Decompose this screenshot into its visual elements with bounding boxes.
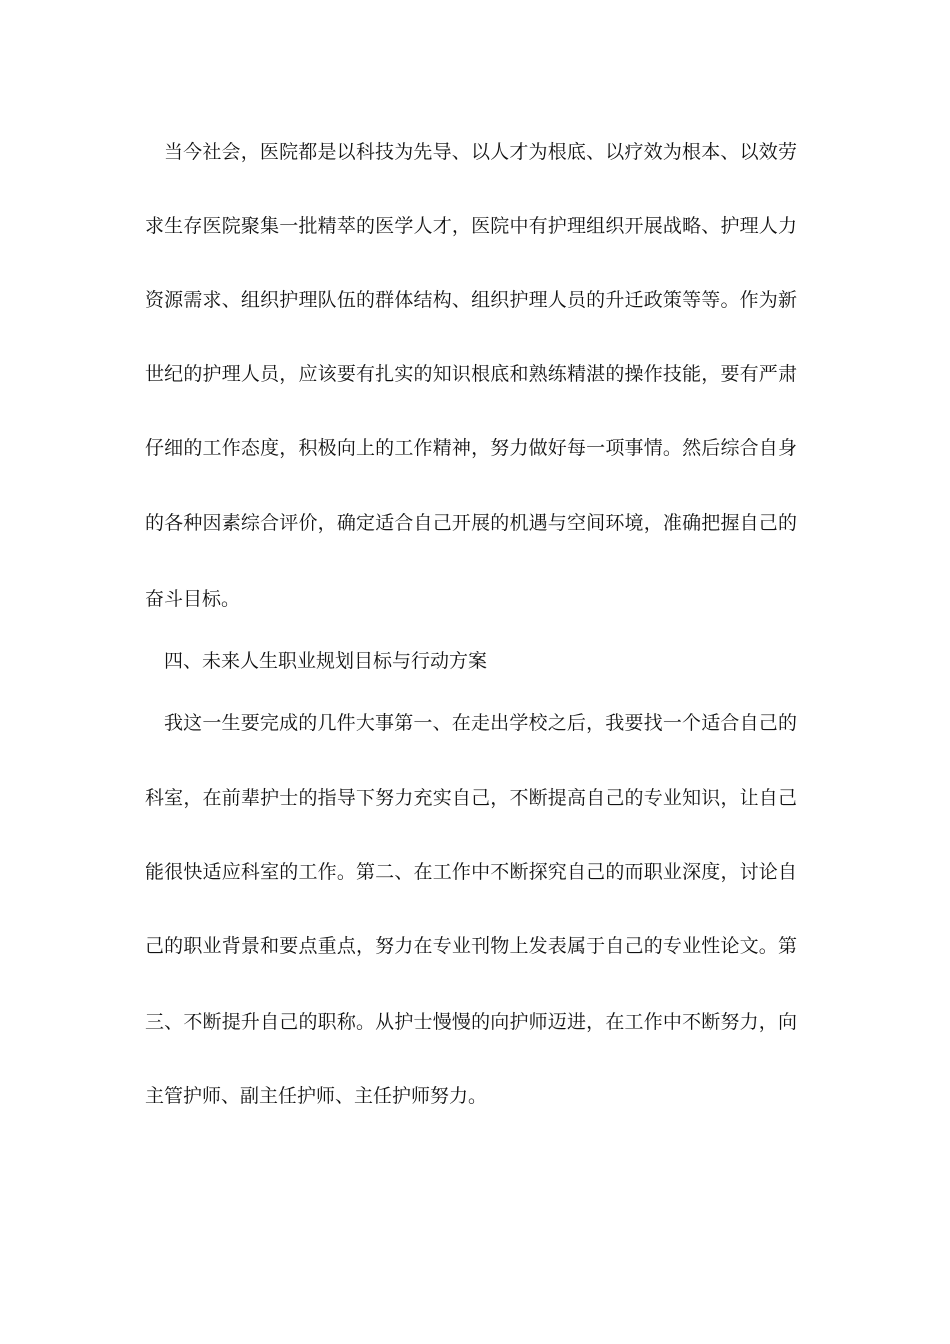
paragraph-line: 主管护师、副主任护师、主任护师努力。 (145, 1085, 488, 1107)
paragraph-line: 三、不断提升自己的职称。从护士慢慢的向护师迈进，在工作中不断努力，向 (145, 1011, 797, 1033)
paragraph-line: 能很快适应科室的工作。第二、在工作中不断探究自己的而职业深度，讨论自 (145, 861, 797, 883)
paragraph-line: 我这一生要完成的几件大事第一、在走出学校之后，我要找一个适合自己的 (164, 712, 797, 734)
paragraph-line: 己的职业背景和要点重点，努力在专业刊物上发表属于自己的专业性论文。第 (145, 935, 797, 957)
paragraph-line: 世纪的护理人员，应该要有扎实的知识根底和熟练精湛的操作技能，要有严肃 (145, 363, 797, 385)
section-heading: 四、未来人生职业规划目标与行动方案 (164, 650, 488, 672)
paragraph-line: 资源需求、组织护理队伍的群体结构、组织护理人员的升迁政策等等。作为新 (145, 289, 797, 311)
paragraph-line: 仔细的工作态度，积极向上的工作精神，努力做好每一项事情。然后综合自身 (145, 437, 797, 459)
paragraph-line: 当今社会，医院都是以科技为先导、以人才为根底、以疗效为根本、以效劳 (164, 141, 797, 163)
paragraph-line: 的各种因素综合评价，确定适合自己开展的机遇与空间环境，准确把握自己的 (145, 512, 797, 534)
paragraph-line: 求生存医院聚集一批精萃的医学人才，医院中有护理组织开展战略、护理人力 (145, 215, 797, 237)
paragraph-line: 奋斗目标。 (145, 588, 241, 610)
paragraph-line: 科室，在前辈护士的指导下努力充实自己，不断提高自己的专业知识，让自己 (145, 787, 797, 809)
